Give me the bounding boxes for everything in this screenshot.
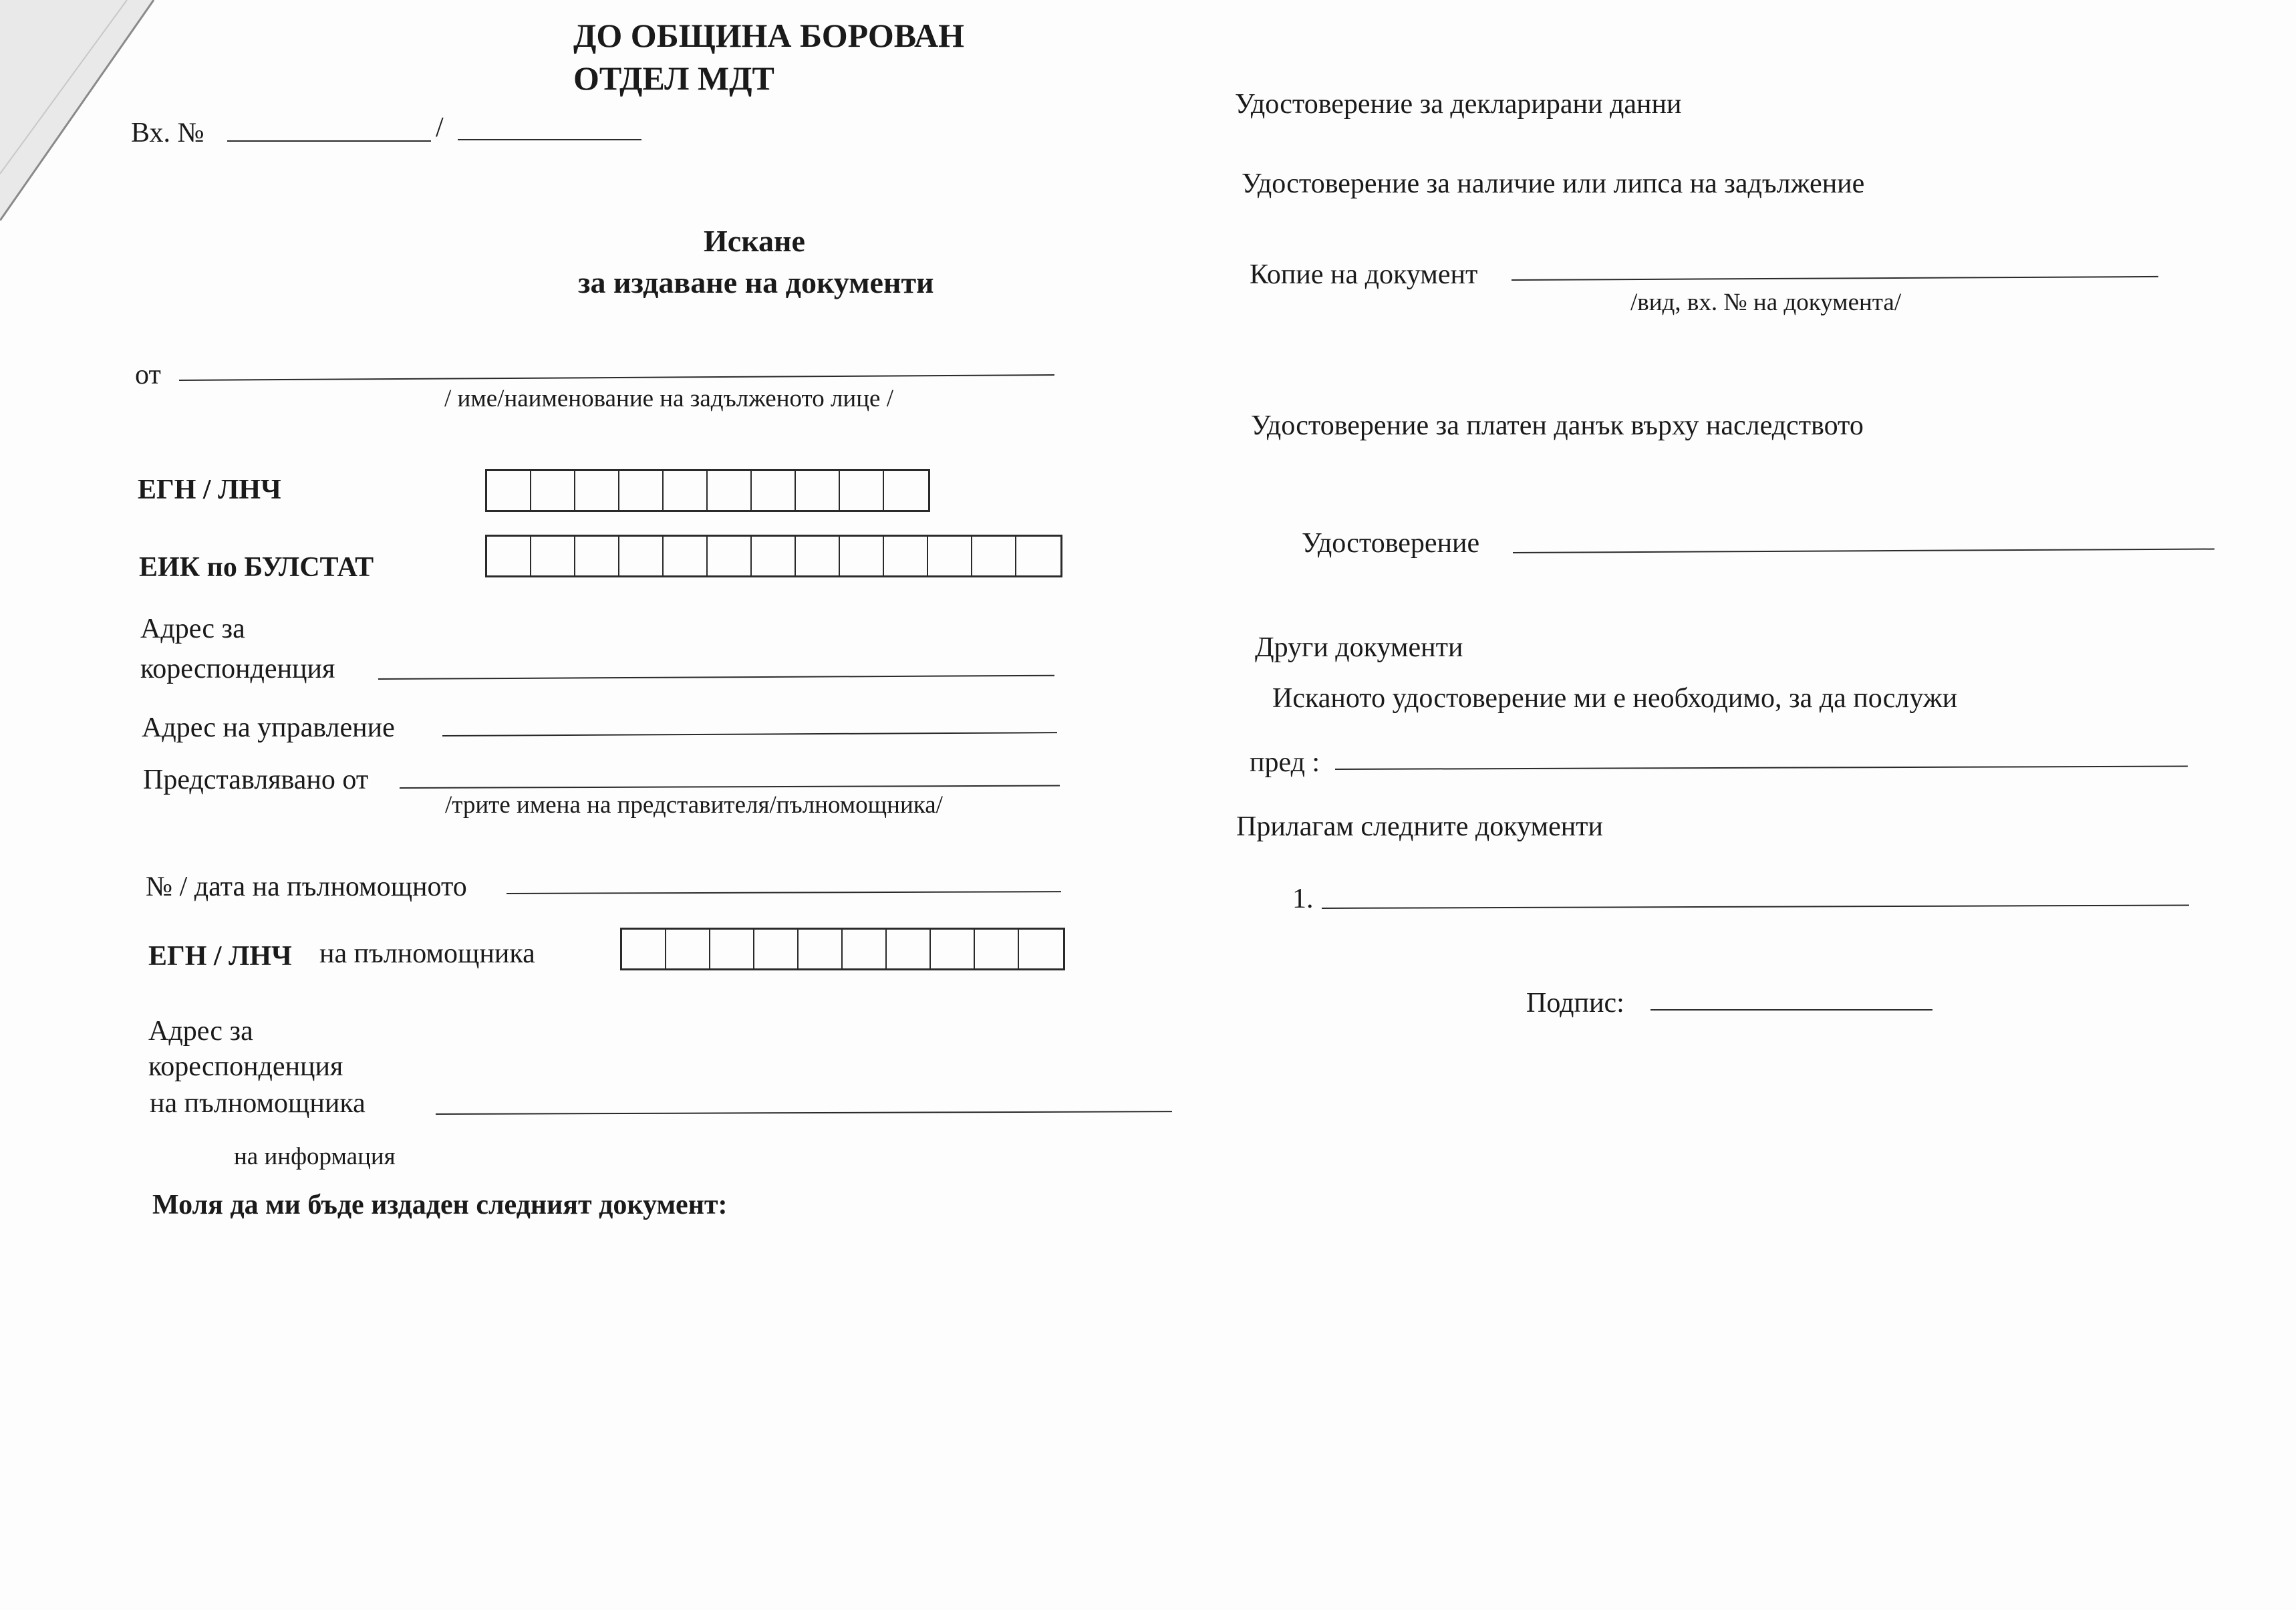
- from-label: от: [135, 360, 161, 390]
- proxy-address-label-line1: Адрес за: [148, 1016, 253, 1047]
- digit-box[interactable]: [1016, 537, 1060, 575]
- attach-item-1-number: 1.: [1292, 884, 1314, 914]
- digit-box[interactable]: [1019, 930, 1063, 968]
- proxy-egn-label: ЕГН / ЛНЧ: [148, 941, 292, 972]
- digit-box[interactable]: [931, 930, 975, 968]
- digit-box[interactable]: [972, 537, 1016, 575]
- digit-box[interactable]: [754, 930, 799, 968]
- address-corr-field[interactable]: [378, 675, 1054, 680]
- signature-field[interactable]: [1651, 1009, 1932, 1011]
- digit-box[interactable]: [708, 471, 752, 510]
- folded-corner-mark: [0, 0, 174, 221]
- option-cert-inheritance: Удостоверение за платен данък върху наследството: [1251, 410, 1864, 441]
- copy-caption: /вид, вх. № на документа/: [1630, 289, 1902, 316]
- digit-box[interactable]: [531, 537, 575, 575]
- digit-box[interactable]: [843, 930, 887, 968]
- proxy-egn-boxes[interactable]: [620, 928, 1065, 970]
- digit-box[interactable]: [664, 537, 708, 575]
- option-cert-label: Удостоверение: [1302, 528, 1480, 559]
- from-caption: / име/наименование на задълженото лице /: [444, 385, 893, 412]
- eik-boxes[interactable]: [485, 535, 1062, 577]
- entry-date-field[interactable]: [458, 139, 641, 140]
- option-copy-label: Копие на документ: [1250, 259, 1478, 290]
- digit-box[interactable]: [487, 471, 531, 510]
- address-mgmt-field[interactable]: [442, 732, 1057, 736]
- digit-box[interactable]: [975, 930, 1019, 968]
- digit-box[interactable]: [575, 471, 619, 510]
- option-cert-declared: Удостоверение за декларирани данни: [1235, 89, 1682, 120]
- proxy-egn-label-rest: на пълномощника: [319, 938, 535, 969]
- digit-box[interactable]: [796, 471, 840, 510]
- digit-box[interactable]: [619, 471, 664, 510]
- digit-box[interactable]: [664, 471, 708, 510]
- poa-field[interactable]: [507, 891, 1061, 894]
- egn-boxes[interactable]: [485, 469, 930, 512]
- attach-item-1-field[interactable]: [1322, 904, 2189, 909]
- request-label: Моля да ми бъде издаден следният документ:: [152, 1190, 728, 1220]
- egn-label: ЕГН / ЛНЧ: [138, 475, 281, 505]
- info-label: на информация: [234, 1143, 396, 1170]
- digit-box[interactable]: [928, 537, 972, 575]
- digit-box[interactable]: [710, 930, 754, 968]
- form-title: Искане: [704, 224, 805, 258]
- address-corr-label-line2: кореспонденция: [140, 654, 335, 684]
- digit-box[interactable]: [840, 471, 884, 510]
- represented-field[interactable]: [400, 785, 1060, 789]
- address-mgmt-label: Адрес на управление: [142, 712, 395, 743]
- digit-box[interactable]: [619, 537, 664, 575]
- represented-label: Представлявано от: [143, 765, 369, 795]
- proxy-address-label-line3: на пълномощника: [150, 1088, 366, 1119]
- purpose-text: Исканото удостоверение ми е необходимо, за да послужи: [1272, 683, 1958, 714]
- copy-field[interactable]: [1512, 276, 2158, 281]
- represented-caption: /трите имена на представителя/пълномощника/: [445, 791, 943, 819]
- digit-box[interactable]: [840, 537, 884, 575]
- option-other-docs: Други документи: [1255, 632, 1463, 663]
- cert-field[interactable]: [1513, 549, 2214, 553]
- digit-box[interactable]: [575, 537, 619, 575]
- digit-box[interactable]: [799, 930, 843, 968]
- digit-box[interactable]: [531, 471, 575, 510]
- digit-box[interactable]: [666, 930, 710, 968]
- digit-box[interactable]: [487, 537, 531, 575]
- header-department: ОТДЕЛ МДТ: [573, 59, 774, 97]
- digit-box[interactable]: [752, 471, 796, 510]
- before-label: пред :: [1250, 747, 1320, 778]
- entry-number-label: Вх. №: [131, 118, 204, 148]
- poa-label: № / дата на пълномощното: [146, 871, 467, 902]
- signature-label: Подпис:: [1526, 988, 1624, 1019]
- before-field[interactable]: [1335, 766, 2188, 770]
- form-subtitle: за издаване на документи: [578, 265, 934, 299]
- address-corr-label-line1: Адрес за: [140, 614, 245, 644]
- digit-box[interactable]: [752, 537, 796, 575]
- digit-box[interactable]: [708, 537, 752, 575]
- digit-box[interactable]: [887, 930, 931, 968]
- digit-box[interactable]: [796, 537, 840, 575]
- proxy-address-label-line2: кореспонденция: [148, 1051, 343, 1082]
- header-municipality: ДО ОБЩИНА БОРОВАН: [573, 17, 964, 54]
- proxy-address-field[interactable]: [436, 1111, 1172, 1115]
- option-cert-obligations: Удостоверение за наличие или липса на задължение: [1242, 168, 1865, 199]
- attach-label: Прилагам следните документи: [1236, 811, 1604, 842]
- entry-number-field[interactable]: [227, 140, 431, 142]
- eik-bulstat-label: ЕИК по БУЛСТАТ: [139, 552, 374, 583]
- from-field[interactable]: [179, 374, 1054, 381]
- digit-box[interactable]: [622, 930, 666, 968]
- entry-separator: /: [436, 112, 444, 143]
- digit-box[interactable]: [884, 537, 928, 575]
- digit-box[interactable]: [884, 471, 928, 510]
